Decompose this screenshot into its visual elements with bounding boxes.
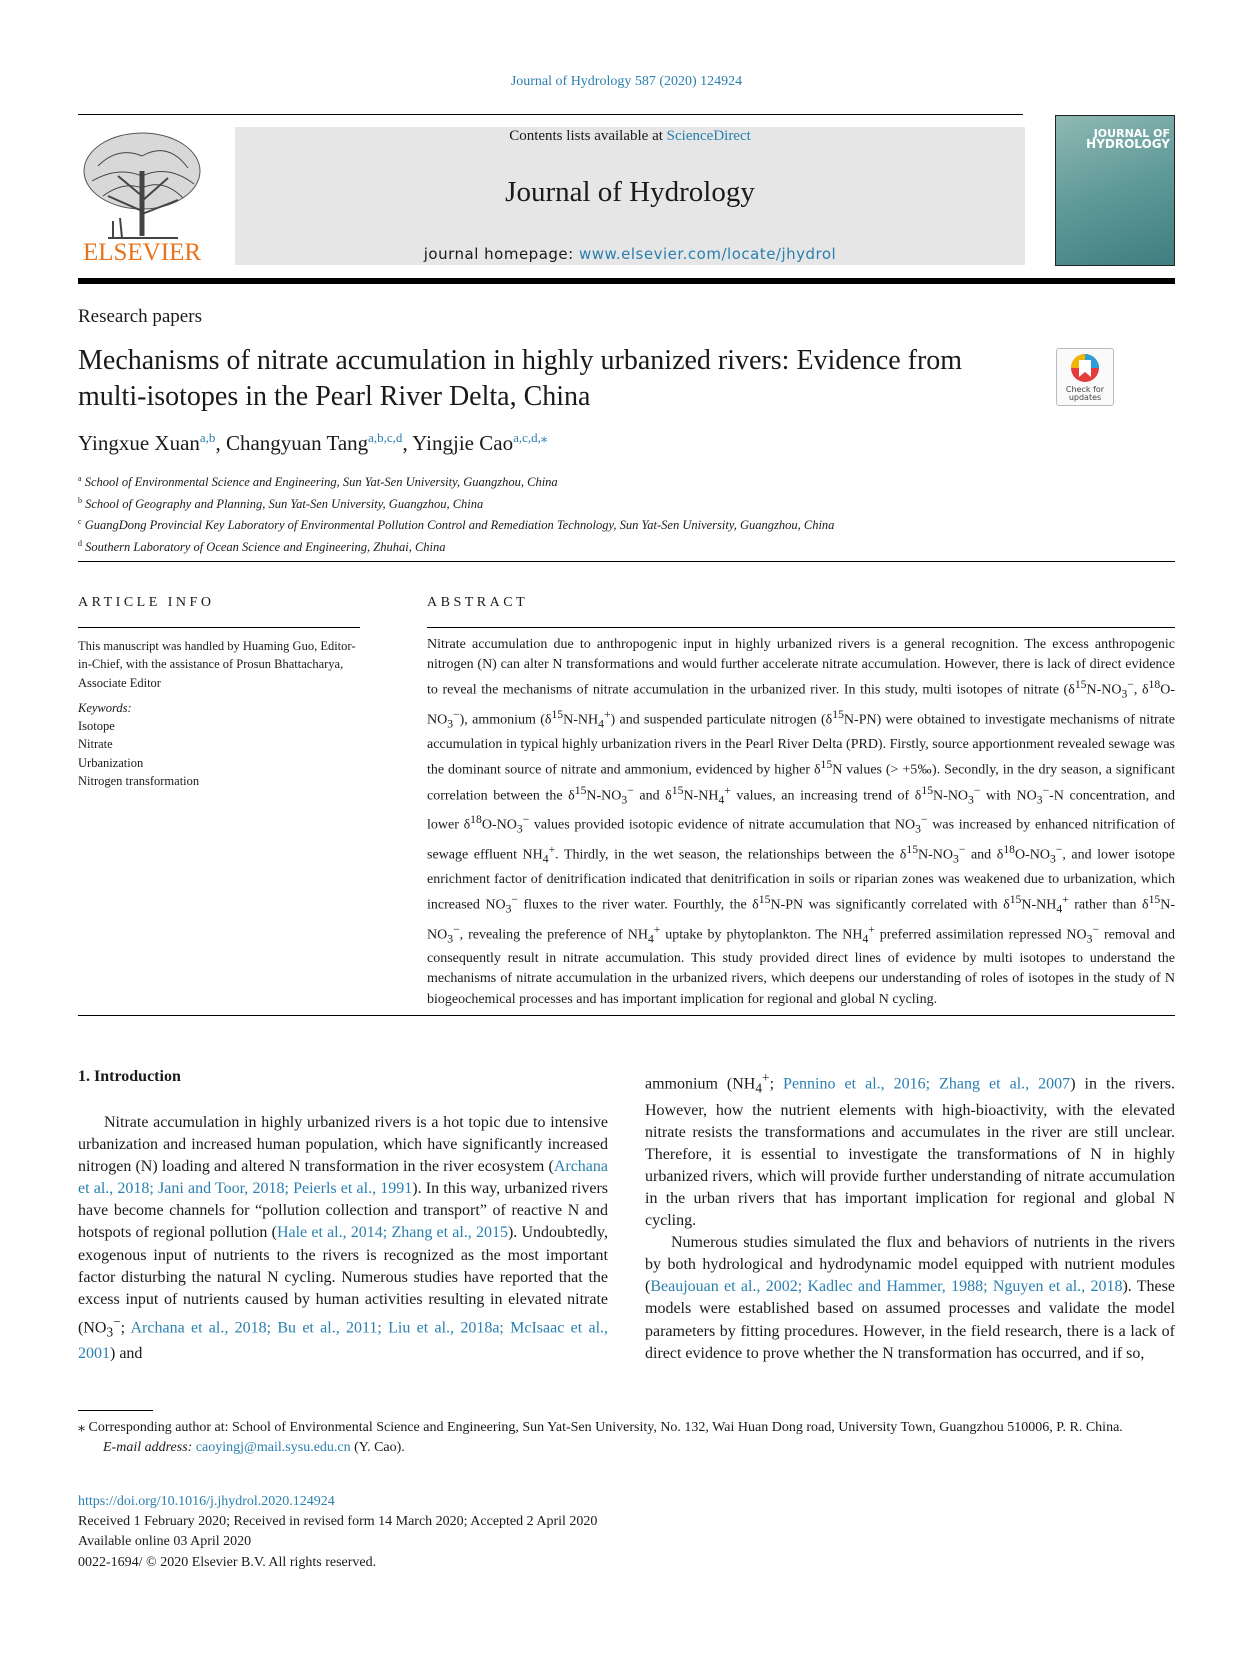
copyright: 0022-1694/ © 2020 Elsevier B.V. All rights reserved.	[78, 1554, 377, 1570]
paragraph: Numerous studies simulated the flux and behaviors of nutrients in the rivers by both hydrological and hydrodynamic model equipped with nutrient modules (Beaujouan et al., 2002; Kadlec and Hammer, 1988; Nguyen et al., 2018). These models were established based on assumed processes and validate the model parameters by fitting procedures. However, in the field research, there is a lack of direct evidence to prove whether the N transformation has occurred, and if so,	[645, 1234, 1175, 1362]
header-thick-rule	[78, 278, 1175, 284]
check-for-updates-label: Check for updates	[1065, 385, 1105, 402]
author-name[interactable]: Yingjie Cao	[412, 431, 514, 455]
author-name[interactable]: Changyuan Tang	[225, 431, 369, 455]
journal-cover-thumbnail[interactable]	[1055, 115, 1175, 266]
cover-title: JOURNAL OF HYDROLOGY	[1086, 127, 1170, 151]
affiliations	[78, 470, 834, 557]
author-affiliation-marks[interactable]: a,c,d,⁎	[513, 430, 548, 445]
citation-link[interactable]: Pennino et al., 2016; Zhang et al., 2007	[783, 1075, 1071, 1093]
citation-link[interactable]: Beaujouan et al., 2002; Kadlec and Hammer, 1988; Nguyen et al., 2018	[650, 1278, 1123, 1296]
divider	[78, 627, 360, 628]
section-heading: 1. Introduction	[78, 1068, 181, 1085]
author-name[interactable]: Yingxue Xuan	[78, 431, 200, 455]
contents-line: Contents lists available at ScienceDirect	[509, 128, 751, 144]
abstract-heading: ABSTRACT	[427, 595, 529, 610]
header-rule	[78, 114, 1023, 115]
keyword: Urbanization	[78, 755, 144, 770]
article-title: Mechanisms of nitrate accumulation in highly urbanized rivers: Evidence from multi-isotopes in the Pearl River Delta, China	[78, 345, 963, 412]
received-dates: Received 1 February 2020; Received in revised form 14 March 2020; Accepted 2 April 2020	[78, 1514, 598, 1530]
keyword: Nitrogen transformation	[78, 774, 200, 789]
citation-link[interactable]: Hale et al., 2014; Zhang et al., 2015	[276, 1224, 508, 1242]
keyword: Isotope	[78, 719, 115, 734]
footnote-rule	[78, 1410, 153, 1411]
keyword: Nitrate	[78, 737, 113, 752]
elsevier-wordmark: ELSEVIER	[82, 239, 202, 266]
homepage-line: journal homepage: www.elsevier.com/locate/jhydrol	[423, 245, 837, 263]
section-label: Research papers	[78, 306, 202, 327]
journal-reference[interactable]: Journal of Hydrology 587 (2020) 124924	[510, 74, 743, 89]
article-info-heading: ARTICLE INFO	[78, 595, 215, 610]
body-column-right	[645, 1067, 1175, 1365]
journal-title: Journal of Hydrology	[505, 176, 755, 208]
divider	[427, 627, 1175, 628]
check-for-updates-badge[interactable]	[1056, 348, 1114, 406]
affiliation: $^b$ School of Geography and Planning, Sun Yat-Sen University, Guangzhou, China	[78, 495, 484, 511]
publication-info	[78, 1492, 597, 1573]
tree-icon	[78, 126, 206, 266]
affiliation: $^d$ Southern Laboratory of Ocean Science and Engineering, Zhuhai, China	[78, 538, 446, 555]
online-date: Available online 03 April 2020	[78, 1534, 252, 1550]
citation-link[interactable]: Archana et al., 2018; Bu et al., 2011; Liu et al., 2018a; McIsaac et al., 2001	[78, 1319, 609, 1363]
bookmark-icon	[1057, 349, 1113, 389]
paragraph: Nitrate accumulation in highly urbanized rivers is a hot topic due to intensive urbanization and increased human population, which have significantly increased nitrogen (N) loading and altered N transformation in the river ecosystem (Archana et al., 2018; Jani and Toor, 2018; Peierls et al., 1991). In this way, urbanized rivers have become channels for “pollution collection and transport” of reactive N and hotspots of regional pollution (Hale et al., 2014; Zhang et al., 2015). Undoubtedly, exogenous input of nutrients to the rivers is recognized as the most important factor disturbing the natural N cycling. Numerous studies have reported that the excess input of nutrients caused by human activities resulting in elevated nitrate ($NO_3^-$; Archana et al., 2018; Bu et al., 2011; Liu et al., 2018a; McIsaac et al., 2001) and	[78, 1114, 609, 1363]
paragraph: ammonium ($NH_4^+$; Pennino et al., 2016; Zhang et al., 2007) in the rivers. However, how the nutrient elements with high-bioactivity, with the elevated nitrate resists the transformations and accumulates in the river are still unclear. Therefore, it is essential to investigate the transformations of N in highly urbanized rivers, which will provide further understanding of nitrate accumulation in the urban rivers that has important implication for regional and global N cycling.	[645, 1070, 1176, 1230]
footnote	[78, 1418, 1175, 1458]
author-affiliation-marks[interactable]: a,b,c,d	[368, 430, 403, 445]
elsevier-tree-logo	[78, 126, 206, 266]
doi-link[interactable]: https://doi.org/10.1016/j.jhydrol.2020.124924	[78, 1494, 335, 1509]
affiliation: $^c$ GuangDong Provincial Key Laboratory of Environmental Pollution Control and Remediation Technology, Sun Yat-Sen University, Guangzhou, China	[78, 517, 835, 533]
divider	[78, 561, 1175, 562]
corresponding-author-note: ⁎ Corresponding author at: School of Environmental Science and Engineering, Sun Yat-Sen University, No. 132, Wai Huan Dong road, University Town, Guangzhou 510006, P. R. China.	[78, 1420, 1123, 1435]
author-affiliation-marks[interactable]: a,b	[199, 430, 216, 445]
affiliation: $^a$ School of Environmental Science and Engineering, Sun Yat-Sen University, Guangzhou, China	[78, 474, 558, 490]
email-line: E-mail address: caoyingj@mail.sysu.edu.cn (Y. Cao).	[103, 1440, 405, 1455]
handling-editor-note: This manuscript was handled by Huaming Guo, Editor-in-Chief, with the assistance of Prosun Bhattacharya, Associate Editor	[78, 639, 356, 690]
body-column-left	[78, 1112, 608, 1366]
keywords-label: Keywords:	[78, 700, 132, 715]
author-list: Yingxue Xuan$^{a,b}$, Changyuan Tang$^{a,b,c,d}$, Yingjie Cao$^{a,c,d,⁎}$	[78, 430, 548, 455]
sciencedirect-link[interactable]: ScienceDirect	[666, 128, 751, 144]
divider	[78, 1015, 1175, 1016]
homepage-link[interactable]: www.elsevier.com/locate/jhydrol	[578, 245, 837, 263]
abstract-body: Nitrate accumulation due to anthropogenic input in highly urbanized rivers is a general recognition. The excess anthropogenic nitrogen (N) can alter N transformations and would further accelerate nitrate accumulation. However, there is lack of direct evidence to reveal the mechanisms of nitrate accumulation in the urbanized river. In this study, multi isotopes of nitrate ($\delta^{15}N-NO_3^-$, $\delta^{18}O-NO_3^-$), ammonium $(\delta^{15}N-NH_4^+)$ and suspended particulate nitrogen $(\delta^{15}N-PN)$ were obtained to investigate mechanisms of nitrate accumulation in typical highly urbanization rivers in the Pearl River Delta (PRD). Firstly, source apportionment revealed sewage was the dominant source of nitrate and ammonium, evidenced by higher $\delta^{15}N$ values (> +5‰). Secondly, in the dry season, a significant correlation between the $\delta^{15}N-NO_3^-$ and $\delta^{15}N-NH_4^+$ values, an increasing trend of $\delta^{15}N-NO_3^-$ with $NO_3^--N$ concentration, and lower $\delta^{18}O-NO_3^-$ values provided isotopic evidence of nitrate accumulation that $NO_3^-$ was increased by enhanced nitrification of sewage effluent $NH_4^+$. Thirdly, in the wet season, the relationships between the $\delta^{15}N-NO_3^-$ and $\delta^{18}O-NO_3^-$, and lower isotope enrichment factor of denitrification indicated that denitrification in soils or riparian zones was weakened due to urbanization, which increased $NO_3^-$ fluxes to the river water. Fourthly, the $\delta^{15}N-PN$ was significantly correlated with $\delta^{15}N-NH_4^+$ rather than $\delta^{15}N-NO_3^-$, revealing the preference of $NH_4^+$ uptake by phytoplankton. The $NH_4^+$ preferred assimilation repressed $NO_3^-$ removal and consequently result in nitrate accumulation. This study provided direct lines of evidence by multi isotopes to understand the mechanisms of nitrate accumulation in the urbanized rivers, which deepens our understanding of roles of isotopes in the study of N biogeochemical processes and has important implication for regional and global N cycling.	[427, 637, 1176, 1007]
article-info	[78, 637, 368, 790]
citation-link[interactable]: Archana et al., 2018; Jani and Toor, 2018; Peierls et al., 1991	[78, 1158, 608, 1198]
email-link[interactable]: caoyingj@mail.sysu.edu.cn	[195, 1440, 351, 1455]
